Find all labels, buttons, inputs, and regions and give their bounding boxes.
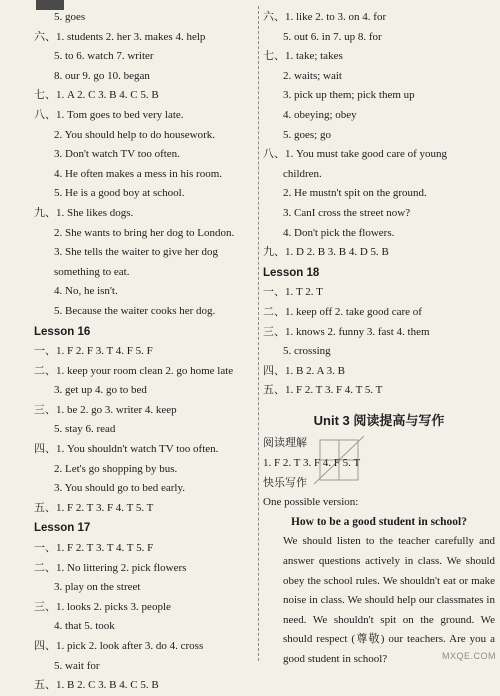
unit-title: Unit 3 阅读提高与写作	[313, 412, 445, 428]
answer-line: 三、1. knows 2. funny 3. fast 4. them	[263, 325, 430, 338]
one-possible-version: One possible version:	[263, 496, 359, 509]
answer-line: 九、1. D 2. B 3. B 4. D 5. B	[263, 246, 389, 259]
answer-line: children.	[283, 167, 322, 180]
answer-line: 5. to 6. watch 7. writer	[54, 50, 154, 63]
answer-line: 5. wait for	[54, 659, 100, 672]
answer-line: 一、1. F 2. T 3. T 4. T 5. F	[34, 542, 154, 555]
answer-line: 六、1. students 2. her 3. makes 4. help	[34, 30, 206, 43]
answer-line: 4. that 5. took	[54, 620, 115, 633]
answer-line: 二、1. No littering 2. pick flowers	[34, 561, 187, 574]
answer-line: 八、1. You must take good care of young	[263, 148, 448, 161]
watermark: MXQE.COM	[441, 651, 496, 661]
essay-title: How to be a good student in school?	[290, 515, 468, 528]
answer-line: 5. crossing	[283, 345, 331, 358]
answer-line: 8. our 9. go 10. began	[54, 69, 150, 82]
answer-line: 3. Don't watch TV too often.	[54, 148, 180, 161]
answer-line: 四、1. pick 2. look after 3. do 4. cross	[34, 640, 204, 652]
answer-line: 4. obeying; obey	[283, 108, 357, 121]
answer-line: 5. stay 6. read	[54, 423, 116, 436]
answer-line: 4. No, he isn't.	[54, 285, 118, 298]
answer-line: 5. goes; go	[283, 128, 331, 141]
answer-line: 五、1. F 2. T 3. F 4. T 5. T	[34, 501, 154, 514]
answer-line: 4. He often makes a mess in his room.	[54, 167, 223, 180]
answer-line: 2. waits; wait	[283, 69, 342, 82]
answer-line: 3. pick up them; pick them up	[283, 89, 415, 102]
answer-line: 三、1. looks 2. picks 3. people	[34, 600, 171, 613]
answer-line: 5. He is a good boy at school.	[54, 187, 185, 200]
left-column	[34, 8, 256, 696]
essay-body: We should listen to the teacher carefully and answer questions actively in class. We should obey the school rules. We shouldn't eat or make noise in class. We should help our classmates in need. We shouldn't spit on the ground. We should respect (尊敬) our teachers. Are you a good student in school?	[283, 535, 495, 665]
answer-line: 二、1. keep off 2. take good care of	[263, 305, 422, 318]
answer-line: 一、1. T 2. T	[263, 286, 323, 299]
answer-line: 四、1. You shouldn't watch TV too often.	[34, 443, 219, 456]
answer-line: 一、1. F 2. F 3. T 4. F 5. F	[34, 345, 153, 358]
answer-line: 七、1. take; takes	[263, 50, 343, 63]
answer-line: 3. play on the street	[54, 581, 141, 594]
answer-line: 3. She tells the waiter to give her dog	[54, 246, 219, 259]
answer-line: 5. out 6. in 7. up 8. for	[283, 30, 382, 43]
lesson-heading: Lesson 18	[263, 266, 320, 279]
answer-line: 六、1. like 2. to 3. on 4. for	[263, 11, 387, 23]
answer-line: 5. goes	[54, 11, 86, 23]
answer-line: 五、1. B 2. C 3. B 4. C 5. B	[34, 679, 159, 692]
answer-line: 七、1. A 2. C 3. B 4. C 5. B	[34, 89, 159, 102]
right-answer-list	[263, 8, 495, 401]
reading-answers: 1. F 2. T 3. F 4. F 5. T	[263, 457, 361, 470]
column-divider	[258, 6, 259, 661]
answer-line: 2. He mustn't spit on the ground.	[283, 187, 427, 200]
answer-line: 五、1. F 2. T 3. F 4. T 5. T	[263, 384, 383, 397]
lesson-heading: Lesson 17	[34, 522, 91, 535]
answer-line: 3. get up 4. go to bed	[54, 384, 147, 397]
lesson-heading: Lesson 16	[34, 325, 91, 338]
answer-line: 八、1. Tom goes to bed very late.	[34, 108, 184, 121]
answer-line: 4. Don't pick the flowers.	[283, 226, 395, 239]
right-column	[263, 8, 495, 670]
answer-line: 二、1. keep your room clean 2. go home late	[34, 364, 234, 377]
answer-line: 2. She wants to bring her dog to London.	[54, 226, 235, 239]
answer-line: 5. Because the waiter cooks her dog.	[54, 304, 216, 317]
reading-label: 阅读理解	[263, 437, 307, 450]
answer-line: 3. CanI cross the street now?	[283, 206, 411, 219]
answer-line: 3. You should go to bed early.	[54, 482, 185, 495]
answer-line: 九、1. She likes dogs.	[34, 206, 134, 219]
answer-line: 三、1. be 2. go 3. writer 4. keep	[34, 403, 177, 416]
answer-line: 2. You should help to do housework.	[54, 128, 216, 141]
stamp-sketch-icon	[312, 434, 368, 490]
answer-line: 2. Let's go shopping by bus.	[54, 462, 178, 475]
answer-line: something to eat.	[54, 265, 130, 278]
writing-label: 快乐写作	[263, 476, 307, 489]
answer-line: 四、1. B 2. A 3. B	[263, 364, 345, 377]
